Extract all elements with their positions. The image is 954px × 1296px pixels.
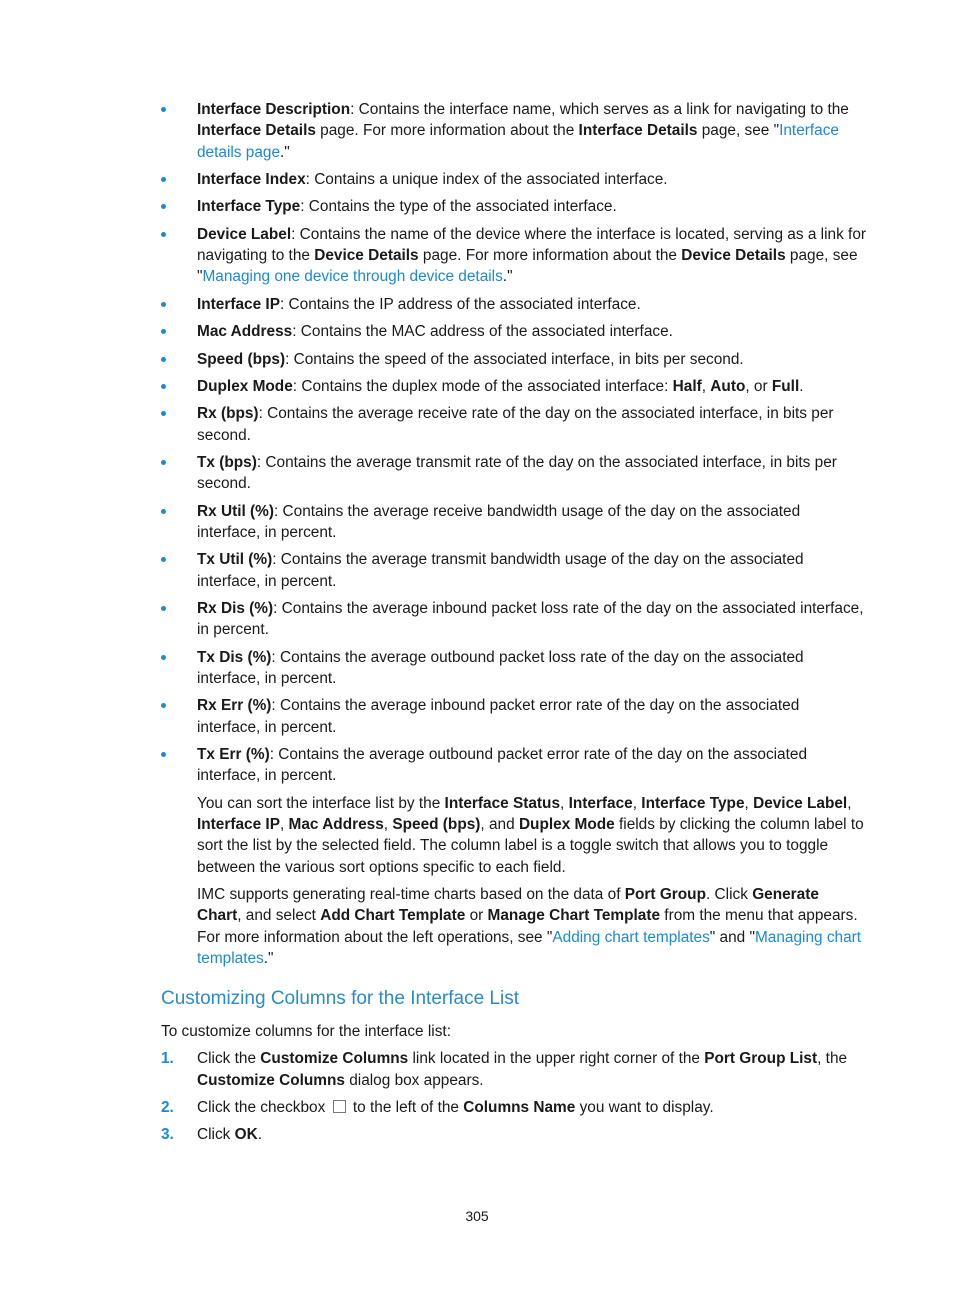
list-item: Speed (bps): Contains the speed of the associated interface, in bits per second. [161, 349, 866, 370]
bullet-icon [161, 703, 166, 708]
list-item: Tx Dis (%): Contains the average outbound packet loss rate of the day on the associated interface, in percent. [161, 647, 866, 690]
page-content [161, 99, 866, 1152]
bullet-icon [161, 606, 166, 611]
list-item: Device Label: Contains the name of the device where the interface is located, serving as a link for navigating to the Device Details page. For more information about the Device Details page, see "Managing one device through device details." [161, 224, 866, 288]
bullet-icon [161, 384, 166, 389]
bullet-icon [161, 411, 166, 416]
list-item: Rx (bps): Contains the average receive rate of the day on the associated interface, in bits per second. [161, 403, 866, 446]
step-item: 2. Click the checkbox to the left of the Columns Name you want to display. [161, 1097, 866, 1118]
list-item: Interface IP: Contains the IP address of the associated interface. [161, 294, 866, 315]
list-item: Rx Dis (%): Contains the average inbound packet loss rate of the day on the associated interface, in percent. [161, 598, 866, 641]
link-interface-details-page[interactable]: Interface details page [197, 122, 839, 161]
bullet-icon [161, 752, 166, 757]
step-item: 3. Click OK. [161, 1124, 866, 1145]
list-item: Tx (bps): Contains the average transmit rate of the day on the associated interface, in bits per second. [161, 452, 866, 495]
bullet-icon [161, 557, 166, 562]
list-item: Interface Index: Contains a unique index of the associated interface. [161, 169, 866, 190]
step-number: 2. [161, 1099, 174, 1117]
bullet-icon [161, 177, 166, 182]
bullet-icon [161, 460, 166, 465]
page-number: 305 [465, 1208, 489, 1224]
bullet-icon [161, 509, 166, 514]
list-item: Tx Err (%): Contains the average outbound packet error rate of the day on the associated interface, in percent. [161, 744, 866, 787]
bullet-icon [161, 302, 166, 307]
list-item: Duplex Mode: Contains the duplex mode of the associated interface: Half, Auto, or Full. [161, 376, 866, 397]
bullet-icon [161, 655, 166, 660]
bullet-icon [161, 204, 166, 209]
bullet-icon [161, 329, 166, 334]
section-heading: Customizing Columns for the Interface List [161, 988, 519, 1010]
intro-text: To customize columns for the interface list: [161, 1023, 451, 1041]
list-item: Rx Util (%): Contains the average receive bandwidth usage of the day on the associated interface, in percent. [161, 501, 866, 544]
step-number: 3. [161, 1126, 174, 1144]
link-managing-device-details[interactable]: Managing one device through device details [202, 268, 503, 286]
field-description-list [161, 99, 866, 787]
checkbox-icon [333, 1100, 346, 1113]
bullet-icon [161, 232, 166, 237]
list-item: Tx Util (%): Contains the average transmit bandwidth usage of the day on the associated interface, in percent. [161, 549, 866, 592]
bullet-icon [161, 357, 166, 362]
step-number: 1. [161, 1050, 174, 1068]
link-managing-chart-templates[interactable]: Managing chart templates [197, 928, 862, 967]
list-item: Rx Err (%): Contains the average inbound packet error rate of the day on the associated interface, in percent. [161, 695, 866, 738]
list-item: Mac Address: Contains the MAC address of the associated interface. [161, 321, 866, 342]
bullet-icon [161, 107, 166, 112]
chart-paragraph: IMC supports generating real-time charts based on the data of Port Group. Click Generate Chart, and select Add Chart Template or Manage Chart Template from the menu that appears. For more information about the left operations, see "Adding chart templates" and "Managing chart templates." [197, 886, 862, 967]
link-adding-chart-templates[interactable]: Adding chart templates [552, 928, 710, 946]
step-item: 1. Click the Customize Columns link located in the upper right corner of the Port Group List, the Customize Columns dialog box appears. [161, 1050, 848, 1089]
steps-list [161, 1048, 866, 1145]
list-item: Interface Type: Contains the type of the associated interface. [161, 196, 866, 217]
sort-paragraph: You can sort the interface list by the Interface Status, Interface, Interface Type, Device Label, Interface IP, Mac Address, Speed (bps), and Duplex Mode fields by clicking the column label to sort the list by the selected field. The column label is a toggle switch that allows you to toggle between the various sort options specific to each field. [197, 794, 864, 876]
list-item: Interface Description: Contains the interface name, which serves as a link for navigating to the Interface Details page. For more information about the Interface Details page, see "Interface details page." [161, 99, 866, 163]
